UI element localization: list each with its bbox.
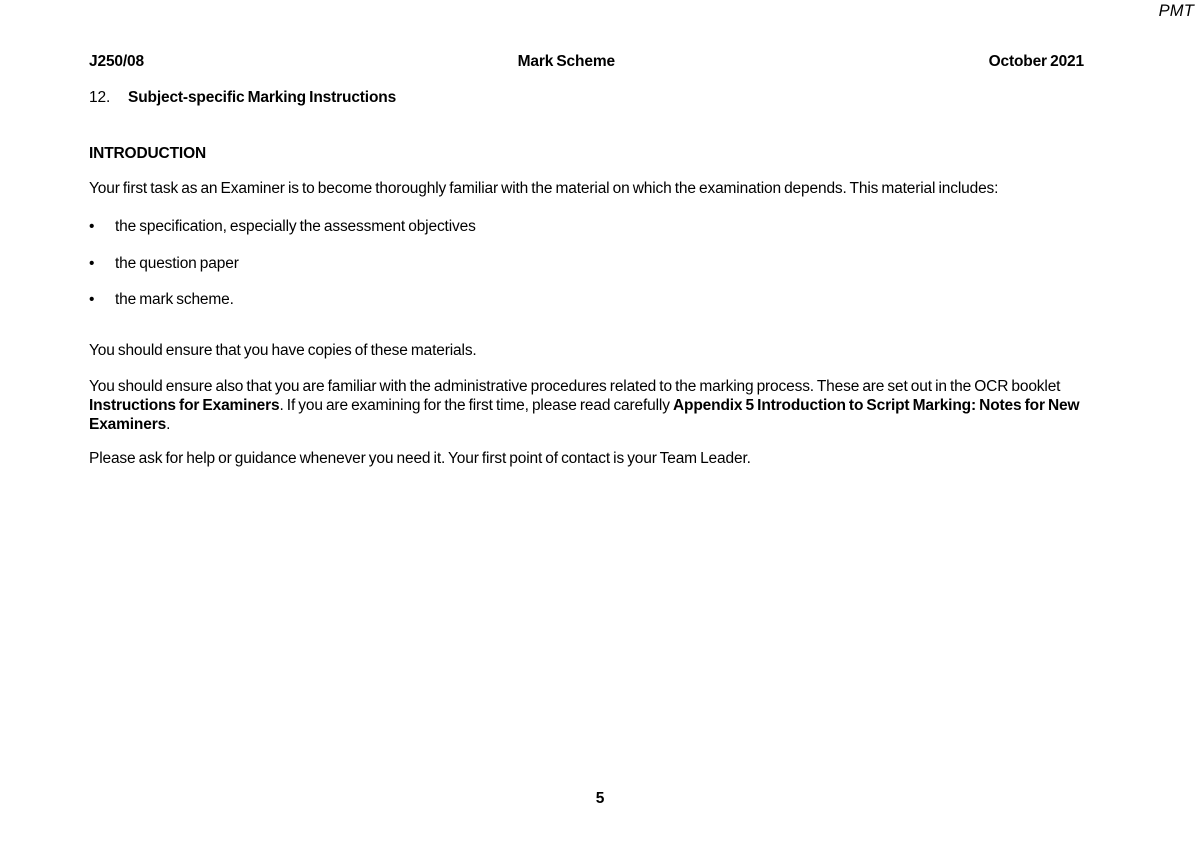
bullet-item xyxy=(89,217,1084,236)
header-session-date: October 2021 xyxy=(988,53,1084,70)
bullet-list xyxy=(89,217,1084,327)
section-heading xyxy=(89,88,1084,107)
help-paragraph: Please ask for help or guidance whenever you need it. Your first point of contact is your Team Leader. xyxy=(89,450,751,467)
instructions-for-examiners-bold: Instructions for Examiners xyxy=(89,397,280,414)
bullet-icon: • xyxy=(89,218,95,235)
copies-paragraph: You should ensure that you have copies of these materials. xyxy=(89,342,477,359)
page-header xyxy=(89,52,1084,71)
header-paper-code: J250/08 xyxy=(89,53,144,70)
admin-paragraph-text: You should ensure also that you are familiar with the administrative procedures related to the marking process. These are set out in the OCR booklet xyxy=(89,378,1061,395)
bullet-icon: • xyxy=(89,254,95,272)
bullet-item-text: the mark scheme. xyxy=(115,291,234,308)
intro-paragraph: Your first task as an Examiner is to become thoroughly familiar with the material on which the examination depends. This material includes: xyxy=(89,180,999,197)
pmt-watermark: PMT xyxy=(1158,2,1194,20)
header-document-title: Mark Scheme xyxy=(517,53,615,70)
bullet-item-text: the specification, especially the assessment objectives xyxy=(115,218,476,235)
page-number: 5 xyxy=(595,790,605,807)
section-title: Subject-specific Marking Instructions xyxy=(128,89,397,106)
admin-paragraph-text: . xyxy=(166,416,171,433)
section-number: 12. xyxy=(89,89,111,106)
bullet-item xyxy=(89,290,1084,309)
appendix-5-bold: Appendix 5 Introduction to Script Marking: Notes for New Examiners xyxy=(89,397,1080,433)
introduction-heading: INTRODUCTION xyxy=(89,145,207,162)
admin-procedures-paragraph xyxy=(89,377,1084,434)
bullet-item-text: the question paper xyxy=(115,254,239,272)
bullet-item xyxy=(89,254,1084,273)
admin-paragraph-text: . If you are examining for the first time, please read carefully xyxy=(279,397,673,414)
bullet-icon: • xyxy=(89,291,95,308)
